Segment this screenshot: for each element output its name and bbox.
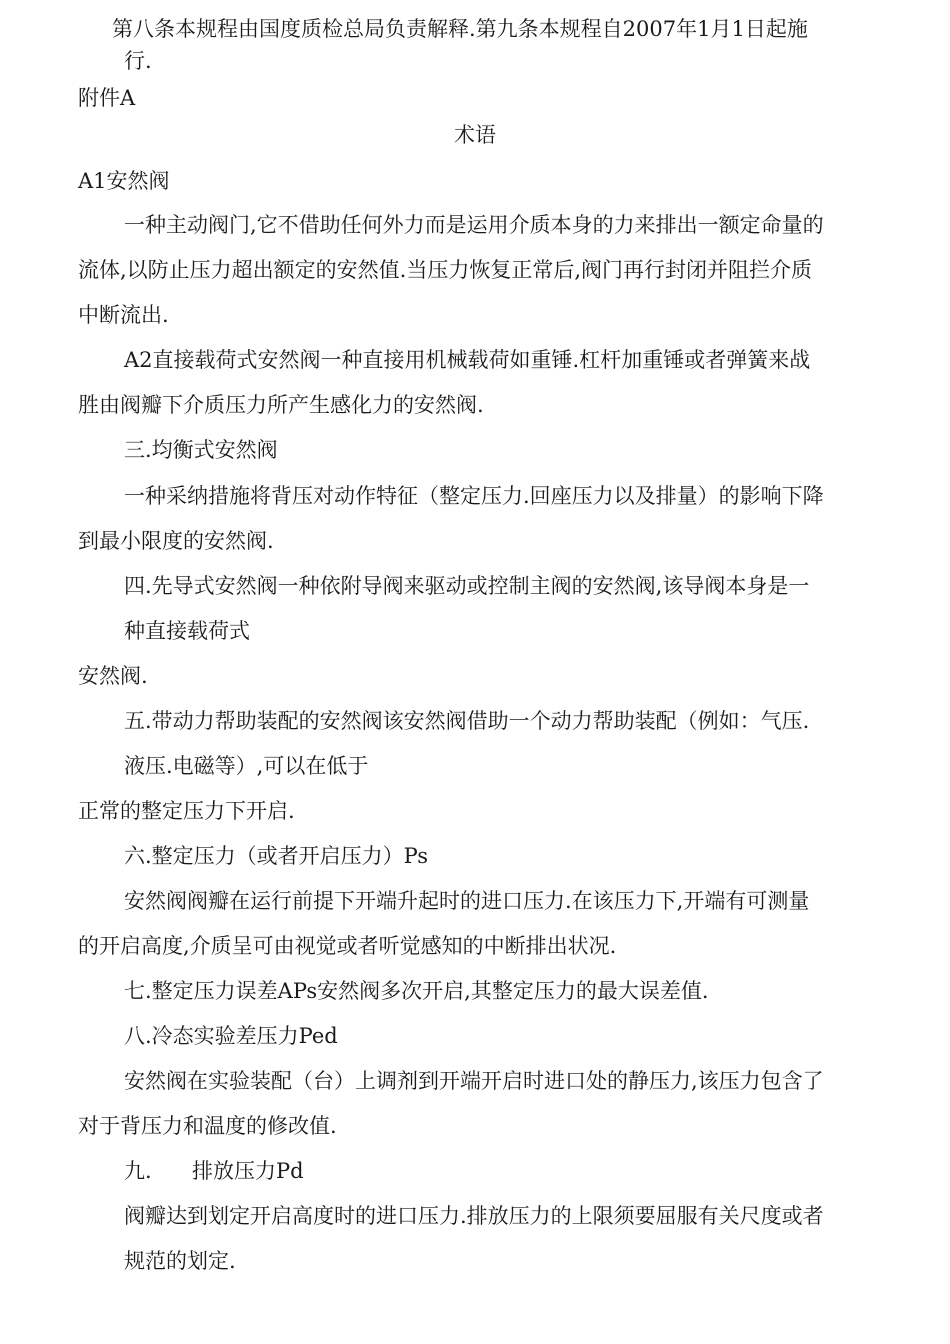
text-line: 胜由阀瓣下介质压力所产生感化力的安然阀. xyxy=(78,393,484,417)
text-line: 到最小限度的安然阀. xyxy=(78,529,274,553)
appendix-label: 附件A xyxy=(78,86,136,110)
text-line: 正常的整定压力下开启. xyxy=(78,799,295,823)
term-title: 三.均衡式安然阀 xyxy=(124,438,278,462)
text-line: 安然阀. xyxy=(78,664,148,688)
text-line: A2直接载荷式安然阀一种直接用机械载荷如重锤.杠杆加重锤或者弹簧来战 xyxy=(124,348,811,372)
text-line: 种直接载荷式 xyxy=(124,619,250,643)
text-line: 第八条本规程由国度质检总局负责解释.第九条本规程自2007年1月1日起施 xyxy=(112,17,808,41)
text-line: 液压.电磁等）,可以在低于 xyxy=(124,754,369,778)
text-line: 安然阀在实验装配（台）上调剂到开端开启时进口处的静压力,该压力包含了 xyxy=(124,1069,824,1093)
section-heading: 术语 xyxy=(454,123,496,147)
text-line: 对于背压力和温度的修改值. xyxy=(78,1114,337,1138)
text-line: 流体,以防止压力超出额定的安然值.当压力恢复正常后,阀门再行封闭并阻拦介质 xyxy=(78,258,813,282)
term-title: 排放压力Pd xyxy=(192,1159,304,1183)
text-line: 安然阀阀瓣在运行前提下开端升起时的进口压力.在该压力下,开端有可测量 xyxy=(124,889,810,913)
text-line: 规范的划定. xyxy=(124,1249,236,1273)
text-line: 一种主动阀门,它不借助任何外力而是运用介质本身的力来排出一额定命量的 xyxy=(124,213,824,237)
text-line: 一种采纳措施将背压对动作特征（整定压力.回座压力以及排量）的影响下降 xyxy=(124,484,824,508)
term-title: A1安然阀 xyxy=(78,169,170,193)
text-line: 中断流出. xyxy=(78,303,169,327)
term-number: 九. xyxy=(124,1159,152,1183)
text-line: 行. xyxy=(124,49,152,73)
text-line: 的开启高度,介质呈可由视觉或者听觉感知的中断排出状况. xyxy=(78,934,617,958)
text-line: 五.带动力帮助装配的安然阀该安然阀借助一个动力帮助装配（例如：气压. xyxy=(124,709,810,733)
text-line: 四.先导式安然阀一种依附导阀来驱动或控制主阀的安然阀,该导阀本身是一 xyxy=(124,574,810,598)
term-title: 六.整定压力（或者开启压力）Ps xyxy=(124,844,429,868)
term-title: 八.冷态实验差压力Ped xyxy=(124,1024,338,1048)
text-line: 阀瓣达到划定开启高度时的进口压力.排放压力的上限须要屈服有关尺度或者 xyxy=(124,1204,824,1228)
text-line: 七.整定压力误差APs安然阀多次开启,其整定压力的最大误差值. xyxy=(124,979,709,1003)
